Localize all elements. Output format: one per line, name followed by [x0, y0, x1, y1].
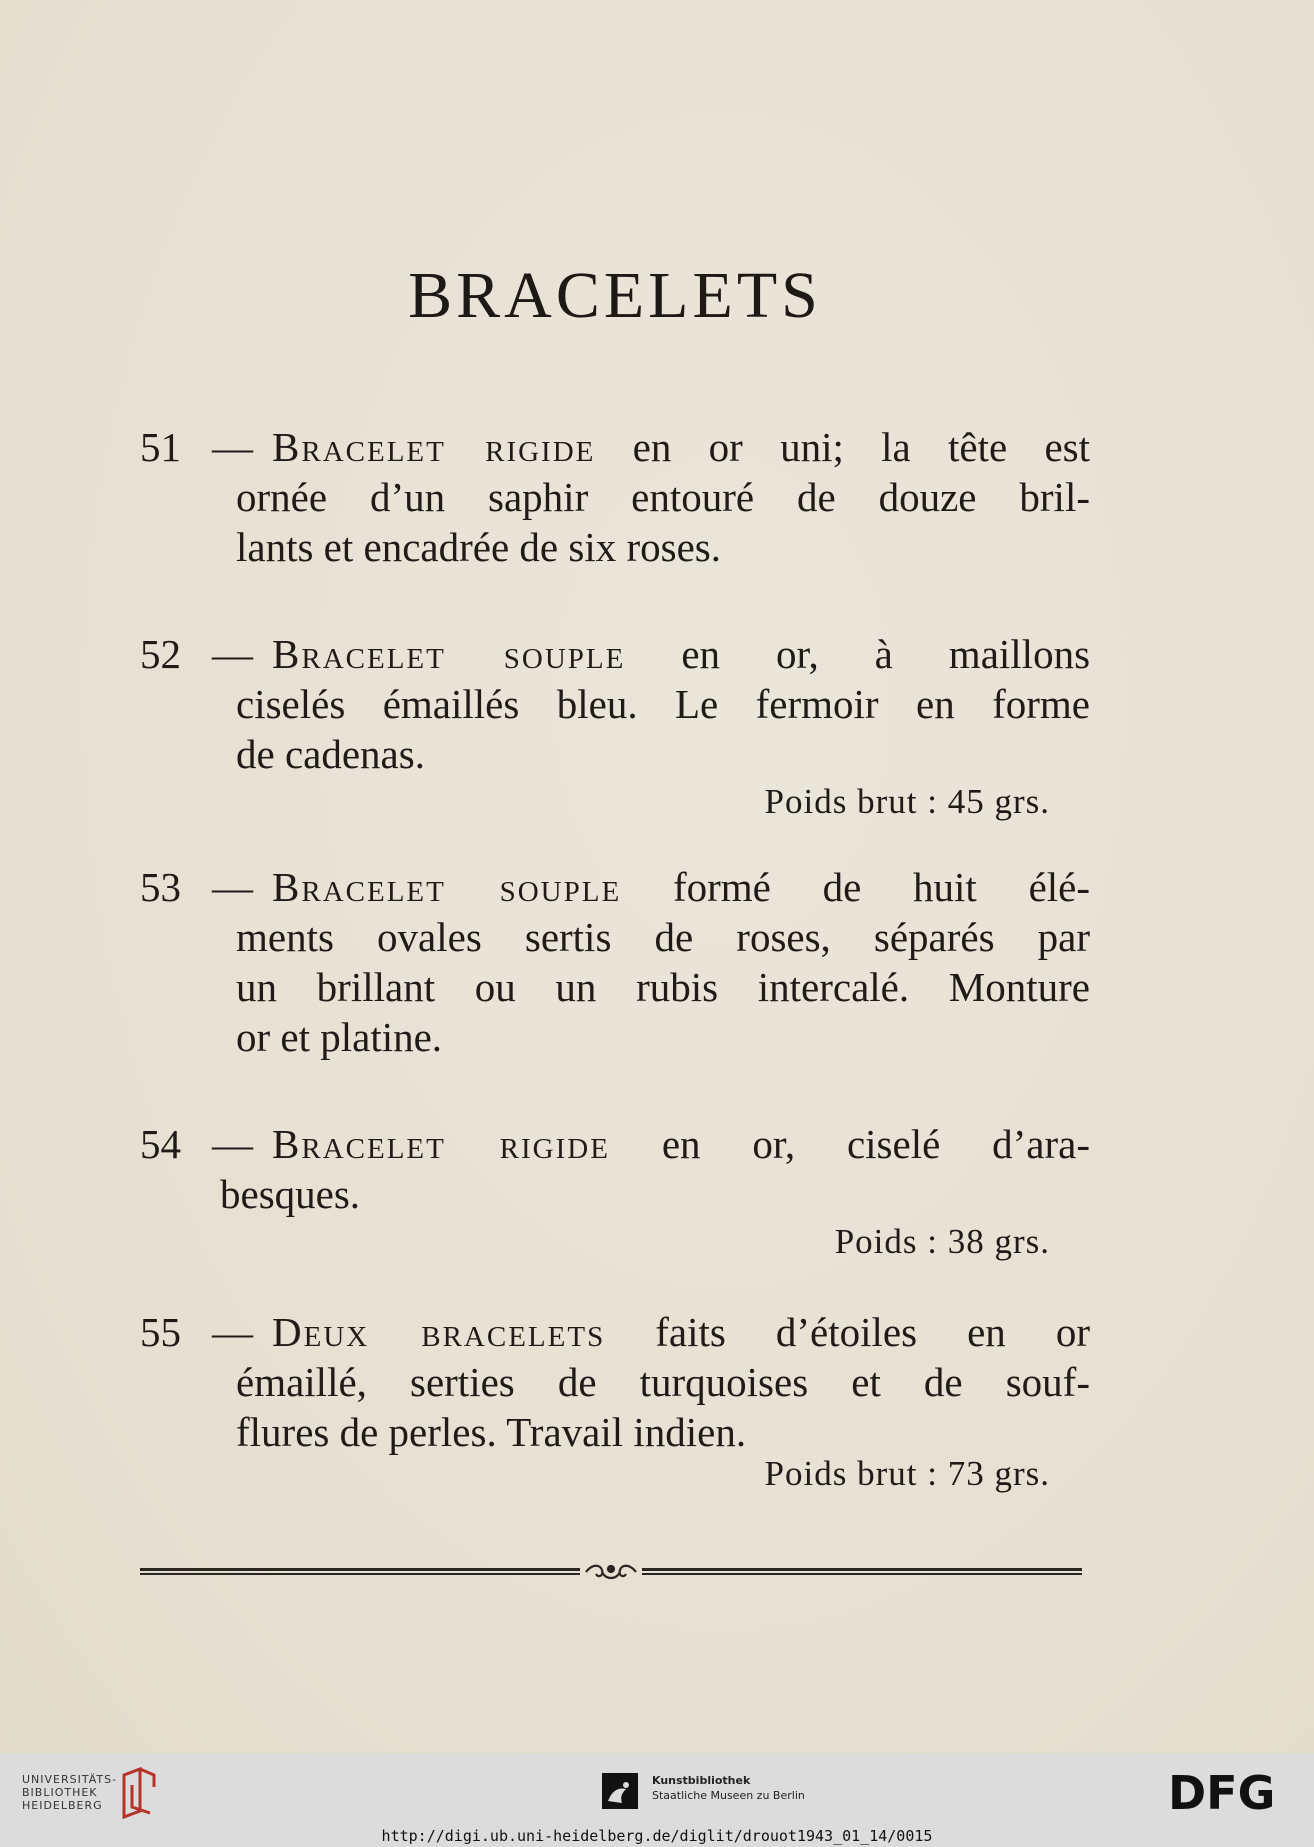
lot-dash: —	[212, 864, 253, 910]
catalog-entry-52	[140, 629, 1090, 825]
entry-first-line	[140, 1119, 1090, 1169]
lot-number: 51	[140, 424, 181, 470]
entry-line: ments ovales sertis de roses, séparés par	[236, 914, 1090, 960]
ub-line: UNIVERSITÄTS-	[22, 1773, 118, 1786]
dfg-logo	[1168, 1767, 1292, 1817]
lot-weight: Poids : 38 grs.	[834, 1222, 1050, 1261]
entry-first-line	[140, 862, 1090, 912]
digitization-footer	[0, 1753, 1314, 1847]
ub-line: HEIDELBERG	[22, 1799, 103, 1812]
catalog-entry-54	[140, 1119, 1090, 1265]
kb-subtitle: Staatliche Museen zu Berlin	[652, 1789, 805, 1802]
source-url[interactable]: http://digi.ub.uni-heidelberg.de/diglit/drouot1943_01_14/0015	[381, 1827, 933, 1845]
kb-title: Kunstbibliothek	[652, 1774, 751, 1787]
entry-line: flures de perles. Travail indien.	[236, 1409, 747, 1455]
lot-number: 52	[140, 631, 181, 677]
lot-number: 53	[140, 864, 181, 910]
entry-line: émaillé, serties de turquoises et de souf-	[236, 1359, 1090, 1405]
entry-text: formé de huit élé-	[672, 864, 1091, 910]
entry-text: en or, ciselé d’ara-	[661, 1121, 1091, 1167]
entry-text: en or uni; la tête est	[632, 424, 1090, 470]
entry-first-line	[140, 1307, 1090, 1357]
entry-line: ciselés émaillés bleu. Le fermoir en forme	[236, 681, 1090, 727]
ub-line: BIBLIOTHEK	[22, 1786, 98, 1799]
lot-weight: Poids brut : 45 grs.	[764, 782, 1050, 821]
entry-first-line	[140, 422, 1090, 472]
lot-heading: Deux bracelets	[272, 1309, 606, 1355]
kunstbibliothek-label	[652, 1773, 805, 1803]
catalog-entry-55	[140, 1307, 1090, 1497]
kunstbibliothek-logo-icon	[602, 1773, 638, 1809]
lot-dash: —	[212, 1309, 253, 1355]
lot-heading: Bracelet rigide	[272, 1121, 610, 1167]
lot-dash: —	[212, 1121, 253, 1167]
catalog-entry-53	[140, 862, 1090, 1062]
entry-text: faits d’étoiles en or	[655, 1309, 1091, 1355]
lot-number: 55	[140, 1309, 181, 1355]
ornament-flourish-icon	[586, 1566, 636, 1578]
lot-heading: Bracelet souple	[272, 864, 622, 910]
page-title: BRACELETS	[408, 259, 822, 332]
entry-line: or et platine.	[236, 1014, 443, 1060]
entry-line: besques.	[220, 1171, 361, 1217]
ub-heidelberg-logo-icon	[118, 1767, 158, 1819]
entry-line: un brillant ou un rubis intercalé. Monture	[236, 964, 1090, 1010]
lot-dash: —	[212, 631, 253, 677]
decorative-rule	[140, 1560, 1082, 1584]
entry-first-line	[140, 629, 1090, 679]
catalog-entry-51	[140, 422, 1090, 572]
lot-heading: Bracelet souple	[272, 631, 626, 677]
lot-weight: Poids brut : 73 grs.	[764, 1454, 1050, 1493]
entry-line: de cadenas.	[236, 731, 425, 777]
lot-heading: Bracelet rigide	[272, 424, 596, 470]
ub-heidelberg-label	[22, 1773, 117, 1812]
entry-text: en or, à maillons	[681, 631, 1091, 677]
entry-line: ornée d’un saphir entouré de douze bril-	[236, 474, 1090, 520]
lot-number: 54	[140, 1121, 181, 1167]
dfg-logo-text: DFG	[1168, 1767, 1276, 1817]
lot-dash: —	[212, 424, 253, 470]
entry-line: lants et encadrée de six roses.	[236, 524, 721, 570]
